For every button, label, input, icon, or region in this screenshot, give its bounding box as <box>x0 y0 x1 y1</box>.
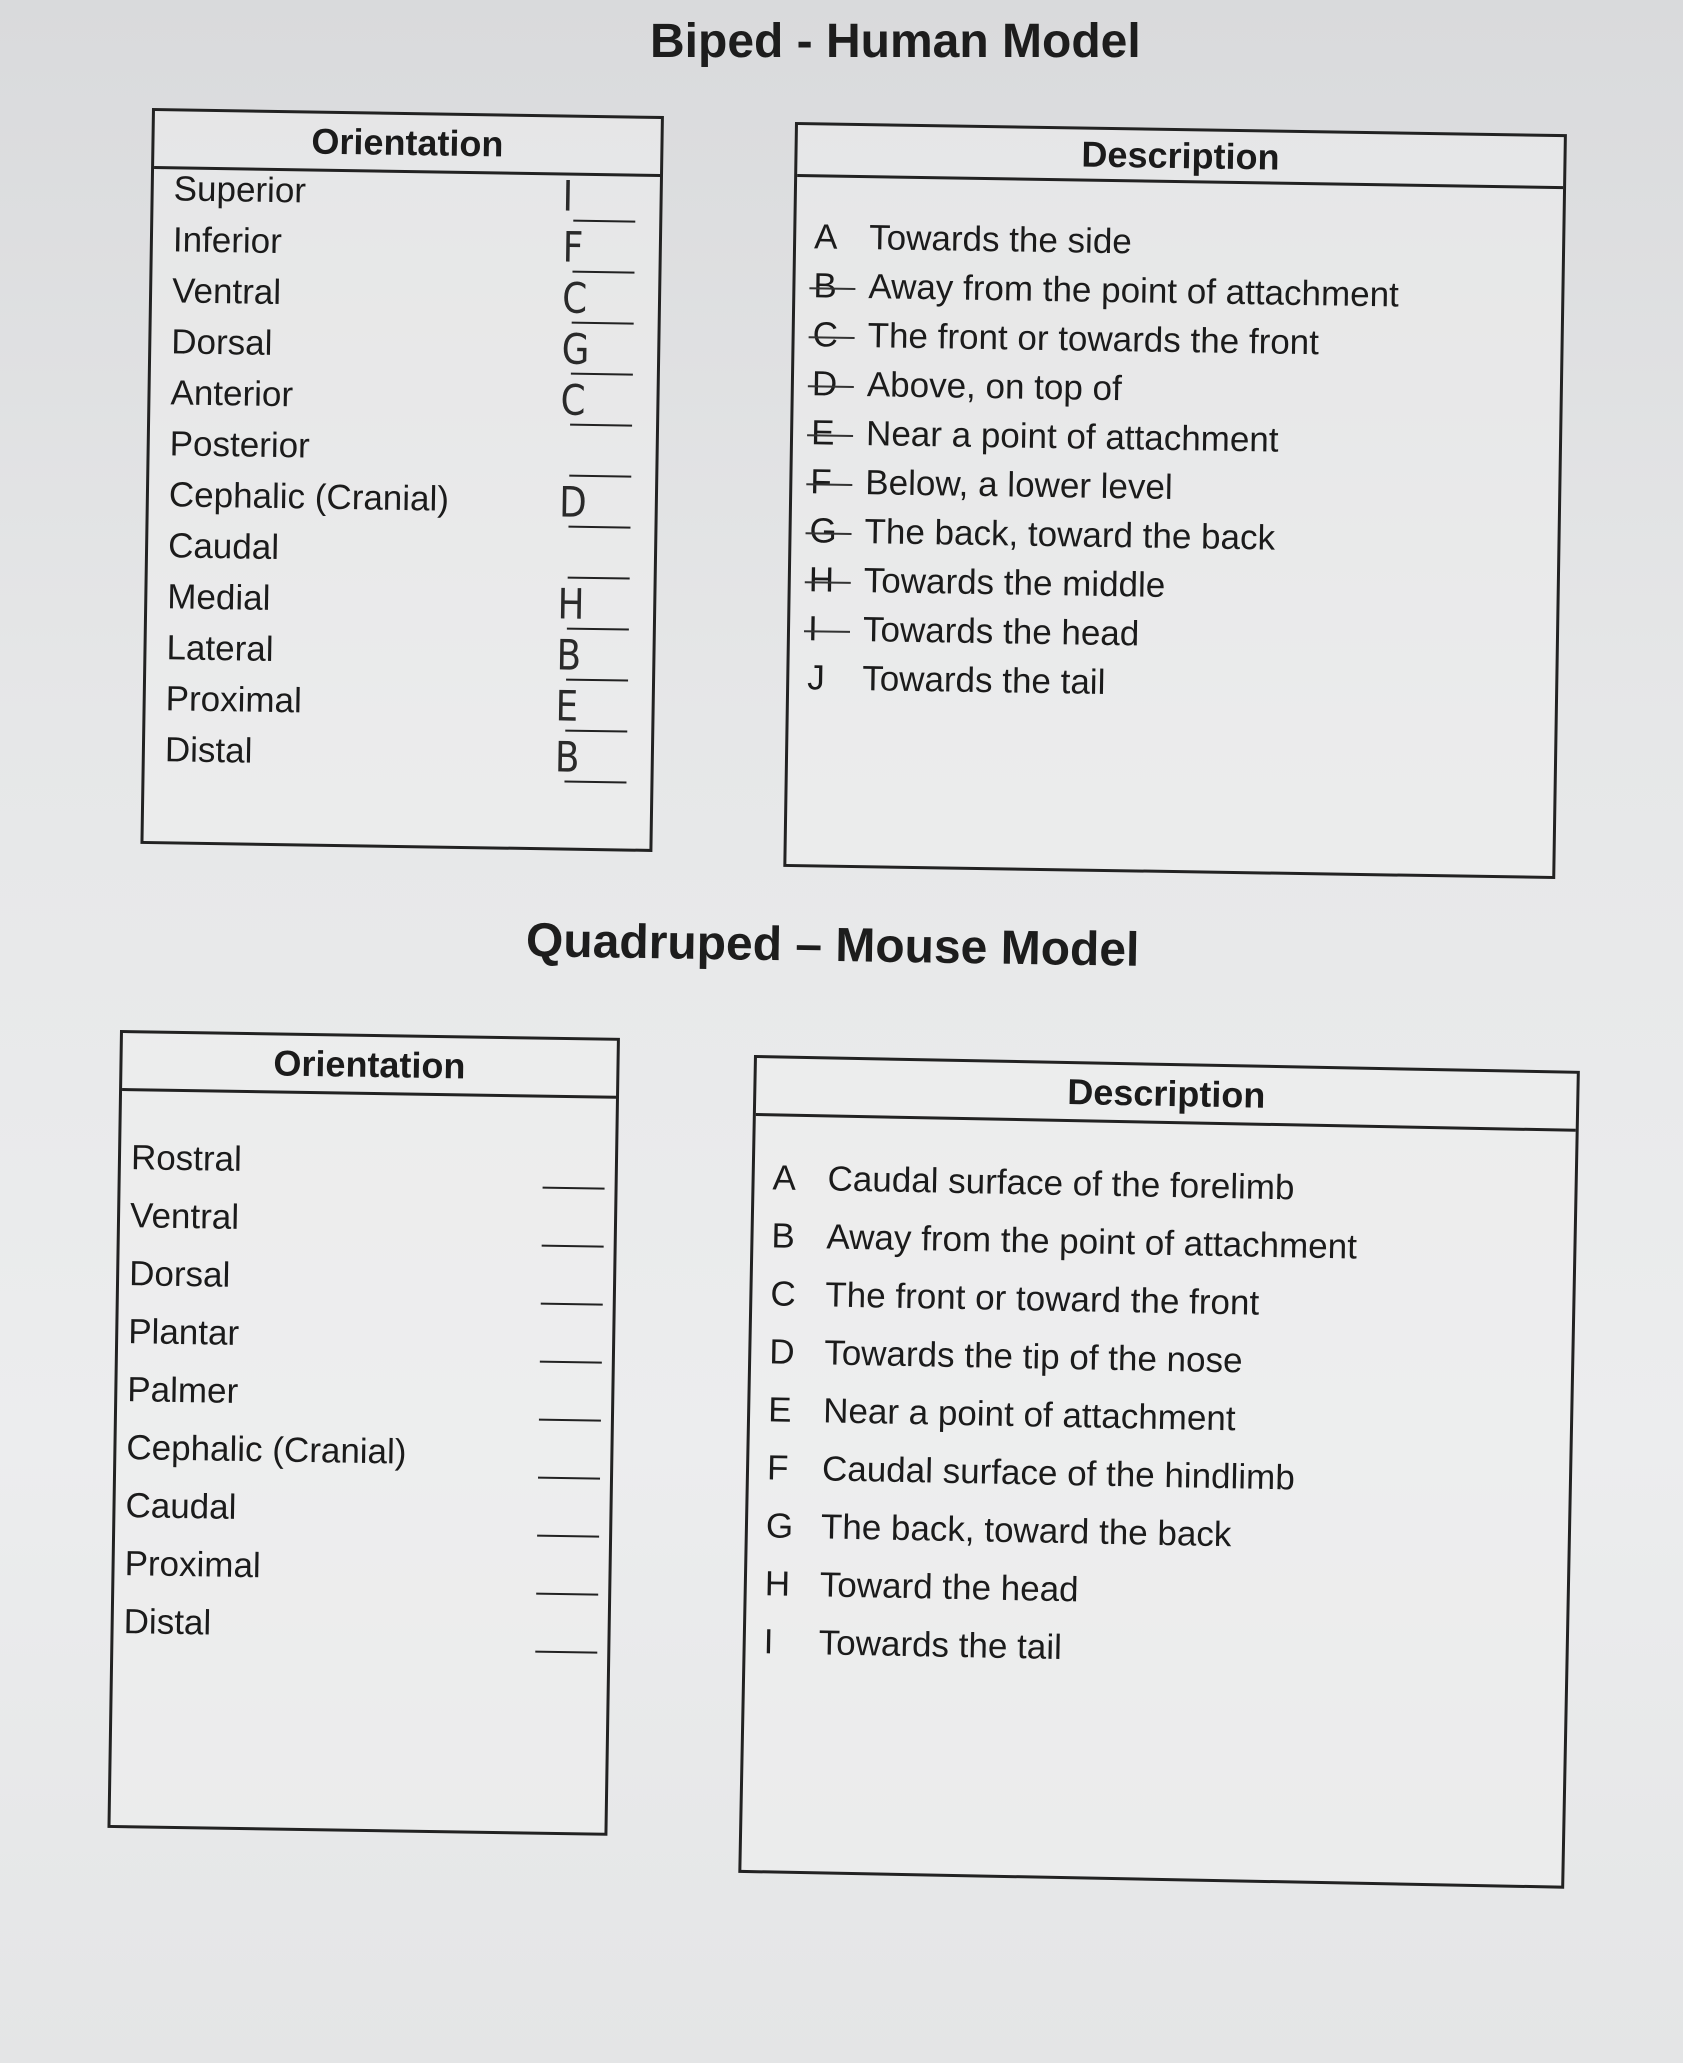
orientation-term: Distal <box>123 1602 212 1643</box>
handwritten-answer: D <box>558 477 588 527</box>
description-text: Towards the head <box>862 610 1140 654</box>
description-text: Above, on top of <box>866 365 1123 409</box>
answer-blank[interactable] <box>540 1361 602 1364</box>
description-text: Towards the tip of the nose <box>823 1333 1243 1381</box>
handwritten-answer: B <box>554 732 580 782</box>
orientation-term: Anterior <box>170 373 294 415</box>
description-letter: F <box>766 1448 789 1488</box>
description-text: The front or toward the front <box>825 1275 1260 1323</box>
description-text: Near a point of attachment <box>865 414 1279 460</box>
description-text: Away from the point of attachment <box>868 267 1400 315</box>
biped-title: Biped - Human Model <box>650 15 1141 68</box>
orientation-term: Lateral <box>166 628 274 669</box>
description-letter: G <box>809 511 865 552</box>
description-letter: H <box>764 1564 791 1604</box>
description-text: Caudal surface of the hindlimb <box>821 1449 1296 1498</box>
answer-blank[interactable] <box>537 1535 599 1538</box>
answer-blank[interactable] <box>535 1651 597 1654</box>
description-row <box>771 1216 1357 1267</box>
orientation-term: Dorsal <box>171 322 273 363</box>
orientation-term: Ventral <box>171 271 282 313</box>
description-letter: G <box>765 1506 794 1546</box>
description-row <box>763 1622 1062 1668</box>
description-row <box>809 511 1275 558</box>
description-text: Towards the side <box>868 218 1133 262</box>
orientation-term: Palmer <box>127 1370 239 1411</box>
description-letter: D <box>812 364 868 405</box>
description-text: Toward the head <box>819 1565 1079 1610</box>
orientation-term: Rostral <box>130 1138 243 1179</box>
orientation-term: Posterior <box>169 424 311 466</box>
answer-blank[interactable] <box>536 1593 598 1596</box>
description-row <box>808 560 1165 606</box>
description-row <box>766 1506 1232 1555</box>
handwritten-answer: C <box>561 273 588 323</box>
description-letter: A <box>813 217 838 257</box>
description-letter: E <box>767 1390 792 1430</box>
handwritten-answer: C <box>560 375 586 425</box>
handwritten-answer: F <box>562 222 584 272</box>
description-text: The back, toward the back <box>864 512 1276 558</box>
description-row <box>772 1158 1295 1208</box>
answer-blank[interactable] <box>538 1477 600 1480</box>
description-row <box>768 1390 1236 1439</box>
orientation-term: Cephalic (Cranial) <box>126 1428 407 1472</box>
description-letter: B <box>771 1216 796 1256</box>
description-text: The back, toward the back <box>820 1507 1232 1555</box>
description-letter: C <box>770 1274 797 1314</box>
biped-description-header: Description <box>797 125 1564 189</box>
description-text: Towards the middle <box>863 561 1166 605</box>
handwritten-answer: I <box>562 171 574 221</box>
description-text: Towards the tail <box>861 659 1106 702</box>
quadruped-orientation-header: Orientation <box>122 1033 617 1099</box>
description-letter: A <box>772 1158 797 1198</box>
description-letter: C <box>812 315 868 356</box>
orientation-term: Caudal <box>167 526 280 568</box>
description-letter: I <box>763 1622 774 1662</box>
description-row <box>767 1448 1295 1498</box>
description-text: Below, a lower level <box>865 463 1174 507</box>
description-row <box>813 266 1399 315</box>
orientation-term: Cephalic (Cranial) <box>168 475 450 519</box>
description-letter: I <box>808 609 864 650</box>
biped-orientation-header: Orientation <box>154 111 661 177</box>
biped-description-table <box>783 122 1567 879</box>
description-letter: H <box>808 560 864 601</box>
answer-blank[interactable] <box>541 1303 603 1306</box>
quadruped-orientation-table <box>107 1030 619 1836</box>
description-row <box>807 658 1106 703</box>
description-letter: J <box>806 658 826 698</box>
description-row <box>769 1332 1243 1381</box>
handwritten-answer: G <box>561 324 590 374</box>
handwritten-answer: E <box>555 681 579 731</box>
biped-orientation-table <box>140 108 663 852</box>
handwritten-answer: B <box>556 630 582 680</box>
description-text: Towards the tail <box>818 1623 1063 1668</box>
description-letter: F <box>810 462 866 503</box>
description-letter: E <box>811 413 867 454</box>
description-text: Caudal surface of the forelimb <box>827 1159 1295 1208</box>
description-row <box>812 315 1319 363</box>
quadruped-title: Quadruped – Mouse Model <box>525 914 1140 977</box>
description-text: Near a point of attachment <box>822 1391 1236 1439</box>
quadruped-description-header: Description <box>756 1058 1577 1132</box>
description-row <box>811 413 1279 460</box>
description-letter: D <box>768 1332 795 1372</box>
quadruped-description-table <box>738 1055 1580 1889</box>
answer-blank[interactable] <box>543 1187 605 1190</box>
orientation-term: Distal <box>164 730 253 771</box>
handwritten-answer: H <box>557 579 585 629</box>
orientation-term: Ventral <box>129 1196 240 1237</box>
orientation-term: Proximal <box>165 679 303 721</box>
orientation-term: Superior <box>173 169 307 211</box>
orientation-term: Medial <box>167 577 271 618</box>
description-letter: B <box>813 266 869 307</box>
description-row <box>812 364 1123 409</box>
answer-blank[interactable] <box>539 1419 601 1422</box>
description-row <box>808 609 1140 654</box>
orientation-term: Caudal <box>125 1486 237 1527</box>
description-text: The front or towards the front <box>867 316 1320 363</box>
orientation-term: Dorsal <box>128 1254 231 1295</box>
description-row <box>814 217 1132 262</box>
answer-blank[interactable] <box>542 1245 604 1248</box>
orientation-term: Plantar <box>127 1312 240 1353</box>
orientation-term: Proximal <box>124 1544 262 1586</box>
description-row <box>764 1564 1079 1610</box>
description-text: Away from the point of attachment <box>826 1217 1358 1267</box>
description-row <box>770 1274 1260 1323</box>
description-row <box>810 462 1173 508</box>
orientation-term: Inferior <box>172 220 283 262</box>
